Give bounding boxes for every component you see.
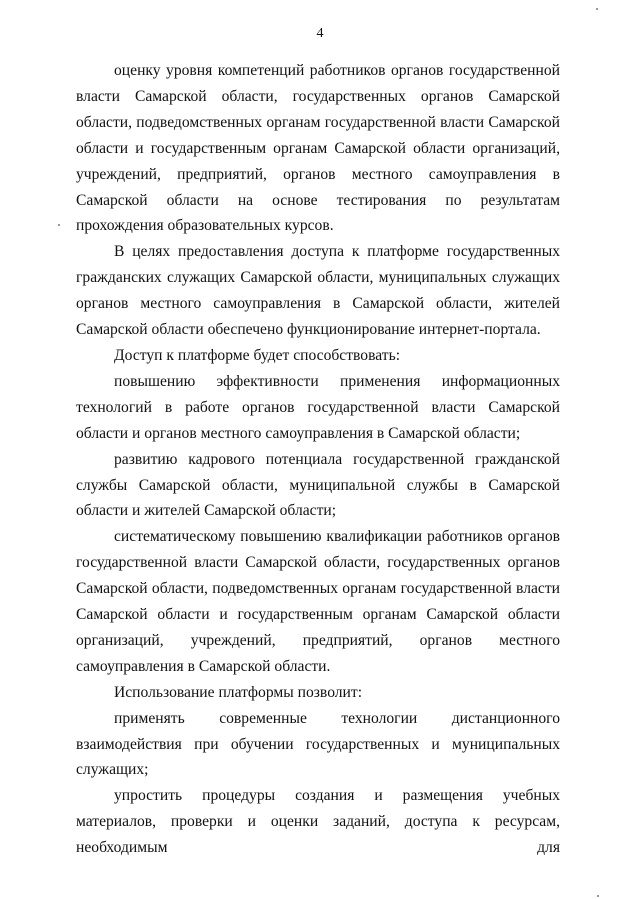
scan-speck	[597, 895, 599, 897]
paragraph-usage-remote-tech: применять современные технологии дистанционного взаимодействия при обучении государственных и муниципальных служащих;	[76, 709, 560, 779]
document-body	[76, 58, 560, 861]
paragraph-platform-access-goal: В целях предоставления доступа к платформе государственных гражданских служащих Самарской области, муниципальных служащих органов местного самоуправления в Самарской области, жителей Самарской области обеспечено функционирование интернет-портала.	[76, 243, 560, 339]
paragraph-usage-intro: Использование платформы позволит:	[114, 683, 363, 701]
page-number: 4	[316, 26, 324, 41]
paragraph-usage-simplify: упростить процедуры создания и размещения учебных материалов, проверки и оценки заданий, доступа к ресурсам, необходимым для	[76, 787, 560, 857]
paragraph-benefit-qualification: систематическому повышению квалификации работников органов государственной власти Самарской области, государственных органов Самарской области, подведомственных органам государственной власти Самарской области и государственным органам Самарской области организаций, учреждений, предприятий, органов местного самоуправления в Самарской области.	[76, 528, 560, 675]
paragraph-access-benefits-intro: Доступ к платформе будет способствовать:	[114, 346, 401, 364]
paragraph-benefit-personnel: развитию кадрового потенциала государственной гражданской службы Самарской области, муниципальной службы в Самарской области и жителей Самарской области;	[76, 450, 560, 520]
paragraph-benefit-efficiency: повышению эффективности применения информационных технологий в работе органов государственной власти Самарской области и органов местного самоуправления в Самарской области;	[76, 372, 560, 442]
paragraph-competency-assessment: оценку уровня компетенций работников органов государственной власти Самарской области, государственных органов Самарской области, подведомственных органам государственной власти Самарской области и государственным органам Самарской области организаций, учреждений, предприятий, органов местного самоуправления в Самарской области на основе тестирования по результатам прохождения образовательных курсов.	[76, 62, 560, 235]
scan-speck	[596, 8, 598, 10]
scan-speck	[58, 224, 60, 226]
